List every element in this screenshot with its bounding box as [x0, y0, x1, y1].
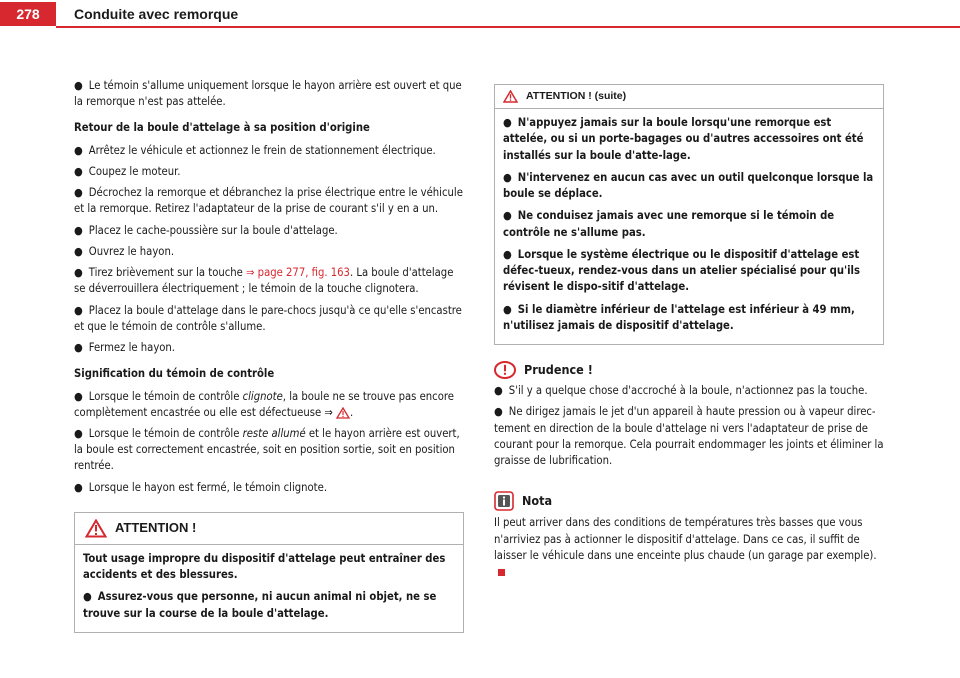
bullet-icon: ●	[74, 341, 83, 355]
section-heading-retour: Retour de la boule d'attelage à sa position d'origine	[74, 121, 370, 135]
left-column	[74, 78, 464, 633]
bullet-icon: ●	[74, 186, 83, 200]
list-item: ● Coupez le moteur.	[74, 164, 181, 178]
attention-box	[74, 512, 464, 633]
list-item: ● Ne conduisez jamais avec une remorque si le témoin de contrôle ne s'allume pas.	[503, 209, 835, 239]
list-item: ● N'appuyez jamais sur la boule lorsqu'une remorque est attelée, ou si un porte-bagages ou d'autres accessoires ont été installés sur la boule d'atte-lage.	[503, 116, 864, 162]
warning-triangle-icon[interactable]	[336, 407, 350, 419]
list-item: ● Fermez le hayon.	[74, 341, 176, 355]
list-item: ● S'il y a quelque chose d'accroché à la boule, n'actionnez pas la touche.	[494, 384, 868, 398]
bullet-icon: ●	[494, 405, 503, 419]
bullet-icon: ●	[74, 266, 83, 280]
right-column	[494, 84, 884, 586]
page-number: 278	[0, 2, 56, 26]
attention-intro: Tout usage impropre du dispositif d'attelage peut entraîner des accidents et des blessures.	[83, 551, 446, 582]
bullet-icon: ●	[503, 302, 512, 316]
attention-suite-title: ATTENTION ! (suite)	[526, 90, 627, 102]
bullet-icon: ●	[74, 480, 83, 494]
warning-triangle-icon	[503, 90, 518, 103]
caution-exclamation-icon	[494, 361, 516, 379]
list-item: ● N'intervenez en aucun cas avec un outil quelconque lorsque la boule se déplace.	[503, 170, 874, 201]
bullet-icon: ●	[74, 223, 83, 237]
bullet-icon: ●	[74, 303, 83, 317]
bullet-icon: ●	[83, 590, 92, 604]
list-item: ● Lorsque le hayon est fermé, le témoin clignote.	[74, 480, 328, 494]
bullet-icon: ●	[74, 79, 83, 92]
bullet-icon: ●	[503, 247, 512, 261]
list-item: ● Placez la boule d'attelage dans le pare-chocs jusqu'à ce qu'elle s'encastre et que le témoin de contrôle s'allume.	[74, 303, 462, 333]
bullet-icon: ●	[74, 143, 83, 157]
end-square-icon	[498, 569, 505, 576]
page-reference-link[interactable]: ⇒ page 277, fig. 163	[246, 266, 350, 280]
warning-triangle-icon	[85, 519, 107, 538]
attention-suite-box	[494, 84, 884, 345]
nota-title: Nota	[522, 493, 553, 509]
info-note-icon	[494, 491, 514, 511]
bullet-icon: ●	[503, 209, 512, 223]
list-item: ● Si le diamètre inférieur de l'attelage est inférieur à 49 mm, n'utilisez jamais de dispositif d'attelage.	[503, 302, 855, 332]
nota-text: Il peut arriver dans des conditions de températures très basses que vous n'arriviez pas à actionner le dispositif d'attelage. Dans ce cas, il suffit de laisser le véhicule dans une enceinte plus chaude (un garage par exemple).	[494, 515, 884, 580]
attention-header	[75, 513, 463, 545]
attention-title: ATTENTION !	[115, 520, 197, 535]
nota-heading	[494, 491, 884, 511]
list-item: ● Ouvrez le hayon.	[74, 244, 175, 258]
bullet-icon: ●	[503, 116, 512, 130]
header-rule	[56, 26, 960, 28]
list-item: ● Ne dirigez jamais le jet d'un appareil à haute pression ou à vapeur direc-tement en direction de la boule d'attelage ni vers l'adaptateur de prise de courant pour la remorque. Cela pourrait endommager les joints et éliminer la graisse de lubrification.	[494, 405, 884, 468]
page-title: Conduite avec remorque	[74, 6, 239, 22]
list-item: ● Lorsque le système électrique ou le dispositif d'attelage est défec-tueux, rendez-vous dans un atelier spécialisé pour qu'ils révisent le dispo-sitif d'attelage.	[503, 247, 860, 294]
list-item: ● Lorsque le témoin de contrôle reste allumé et le hayon arrière est ouvert, la boule est correctement encastrée, soit en position sortie, soit en position rentrée.	[74, 426, 460, 473]
list-item: ● Placez le cache-poussière sur la boule d'attelage.	[74, 223, 338, 237]
list-item: ● Assurez-vous que personne, ni aucun animal ni objet, ne se trouve sur la course de la boule d'attelage.	[83, 590, 437, 620]
section-heading-signification: Signification du témoin de contrôle	[74, 367, 275, 381]
list-item: ● Le témoin s'allume uniquement lorsque le hayon arrière est ouvert et que la remorque n'est pas attelée.	[74, 79, 462, 109]
prudence-heading	[494, 361, 884, 379]
list-item: ● Décrochez la remorque et débranchez la prise électrique entre le véhicule et la remorque. Retirez l'adaptateur de la prise de courant s'il y en a un.	[74, 186, 463, 216]
bullet-icon: ●	[74, 164, 83, 178]
prudence-title: Prudence !	[524, 362, 593, 378]
list-item: ● Tirez brièvement sur la touche ⇒ page 277, fig. 163. La boule d'attelage se déverrouillera électriquement ; le témoin de la touche clignotera.	[74, 266, 454, 296]
attention-suite-header	[495, 85, 883, 109]
list-item: ● Arrêtez le véhicule et actionnez le frein de stationnement électrique.	[74, 143, 436, 157]
bullet-icon: ●	[503, 170, 512, 184]
attention-suite-body	[495, 109, 883, 344]
bullet-icon: ●	[494, 384, 503, 398]
bullet-icon: ●	[74, 426, 83, 440]
bullet-icon: ●	[74, 244, 83, 258]
list-item: ● Lorsque le témoin de contrôle clignote, la boule ne se trouve pas encore complètement encastrée ou elle est défectueuse ⇒ .	[74, 389, 454, 419]
page-header	[0, 0, 960, 28]
bullet-icon: ●	[74, 389, 83, 403]
attention-body	[75, 545, 463, 632]
